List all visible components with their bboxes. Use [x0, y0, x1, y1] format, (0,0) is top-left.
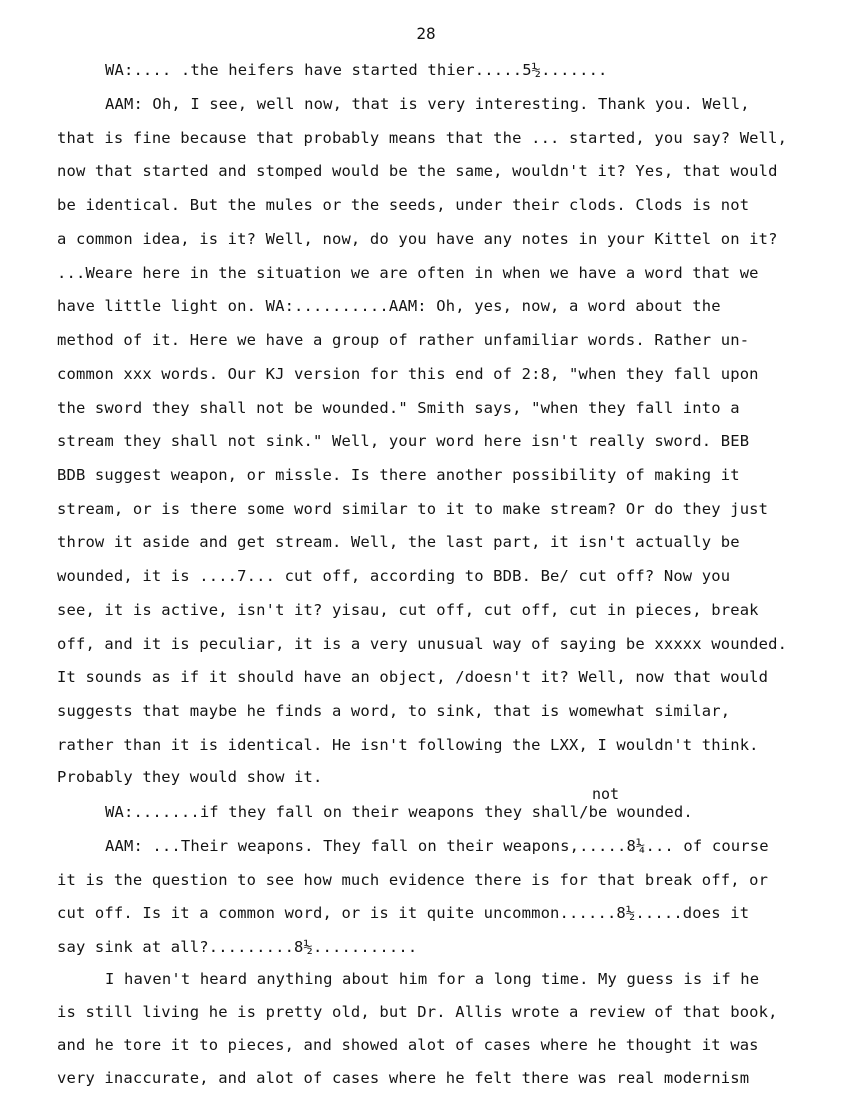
- text-line: AAM: Oh, I see, well now, that is very interesting. Thank you. Well,: [105, 95, 750, 113]
- interlinear-note: not: [592, 785, 620, 803]
- text-line: BDB suggest weapon, or missle. Is there another possibility of making it: [57, 466, 740, 484]
- text-line: see, it is active, isn't it? yisau, cut off, cut off, cut in pieces, break: [57, 601, 759, 619]
- text-line: have little light on. WA:..........AAM: Oh, yes, now, a word about the: [57, 297, 721, 315]
- text-line: cut off. Is it a common word, or is it quite uncommon......8½.....does it: [57, 904, 750, 922]
- text-line: AAM: ...Their weapons. They fall on their weapons,.....8¼... of course: [105, 837, 769, 855]
- text-line: it is the question to see how much evidence there is for that break off, or: [57, 871, 769, 889]
- text-line: method of it. Here we have a group of rather unfamiliar words. Rather un-: [57, 331, 750, 349]
- text-line: stream they shall not sink." Well, your word here isn't really sword. BEB: [57, 432, 750, 450]
- text-line: say sink at all?.........8½...........: [57, 938, 418, 956]
- text-line: throw it aside and get stream. Well, the last part, it isn't actually be: [57, 533, 740, 551]
- text-line: the sword they shall not be wounded." Smith says, "when they fall into a: [57, 399, 740, 417]
- text-line: ...Weare here in the situation we are often in when we have a word that we: [57, 264, 759, 282]
- text-line: Probably they would show it.: [57, 768, 323, 786]
- text-line: be identical. But the mules or the seeds, under their clods. Clods is not: [57, 196, 750, 214]
- text-line: wounded, it is ....7... cut off, according to BDB. Be/ cut off? Now you: [57, 567, 731, 585]
- text-line: rather than it is identical. He isn't following the LXX, I wouldn't think.: [57, 736, 759, 754]
- page-number: 28: [416, 24, 436, 43]
- text-line: common xxx words. Our KJ version for this end of 2:8, "when they fall upon: [57, 365, 759, 383]
- text-line: and he tore it to pieces, and showed alot of cases where he thought it was: [57, 1036, 759, 1054]
- text-line: that is fine because that probably means that the ... started, you say? Well,: [57, 129, 788, 147]
- text-line: now that started and stomped would be the same, wouldn't it? Yes, that would: [57, 162, 778, 180]
- text-line: very inaccurate, and alot of cases where he felt there was real modernism: [57, 1069, 750, 1087]
- text-line: a common idea, is it? Well, now, do you have any notes in your Kittel on it?: [57, 230, 778, 248]
- text-line: It sounds as if it should have an object, /doesn't it? Well, now that would: [57, 668, 769, 686]
- text-line: stream, or is there some word similar to it to make stream? Or do they just: [57, 500, 769, 518]
- text-line: WA:.......if they fall on their weapons they shall/be wounded.: [105, 803, 693, 821]
- text-line: off, and it is peculiar, it is a very unusual way of saying be xxxxx wounded.: [57, 635, 788, 653]
- text-line: WA:.... .the heifers have started thier.....5½.......: [105, 61, 608, 79]
- text-line: is still living he is pretty old, but Dr. Allis wrote a review of that book,: [57, 1003, 778, 1021]
- text-line: suggests that maybe he finds a word, to sink, that is womewhat similar,: [57, 702, 731, 720]
- text-line: I haven't heard anything about him for a long time. My guess is if he: [105, 970, 760, 988]
